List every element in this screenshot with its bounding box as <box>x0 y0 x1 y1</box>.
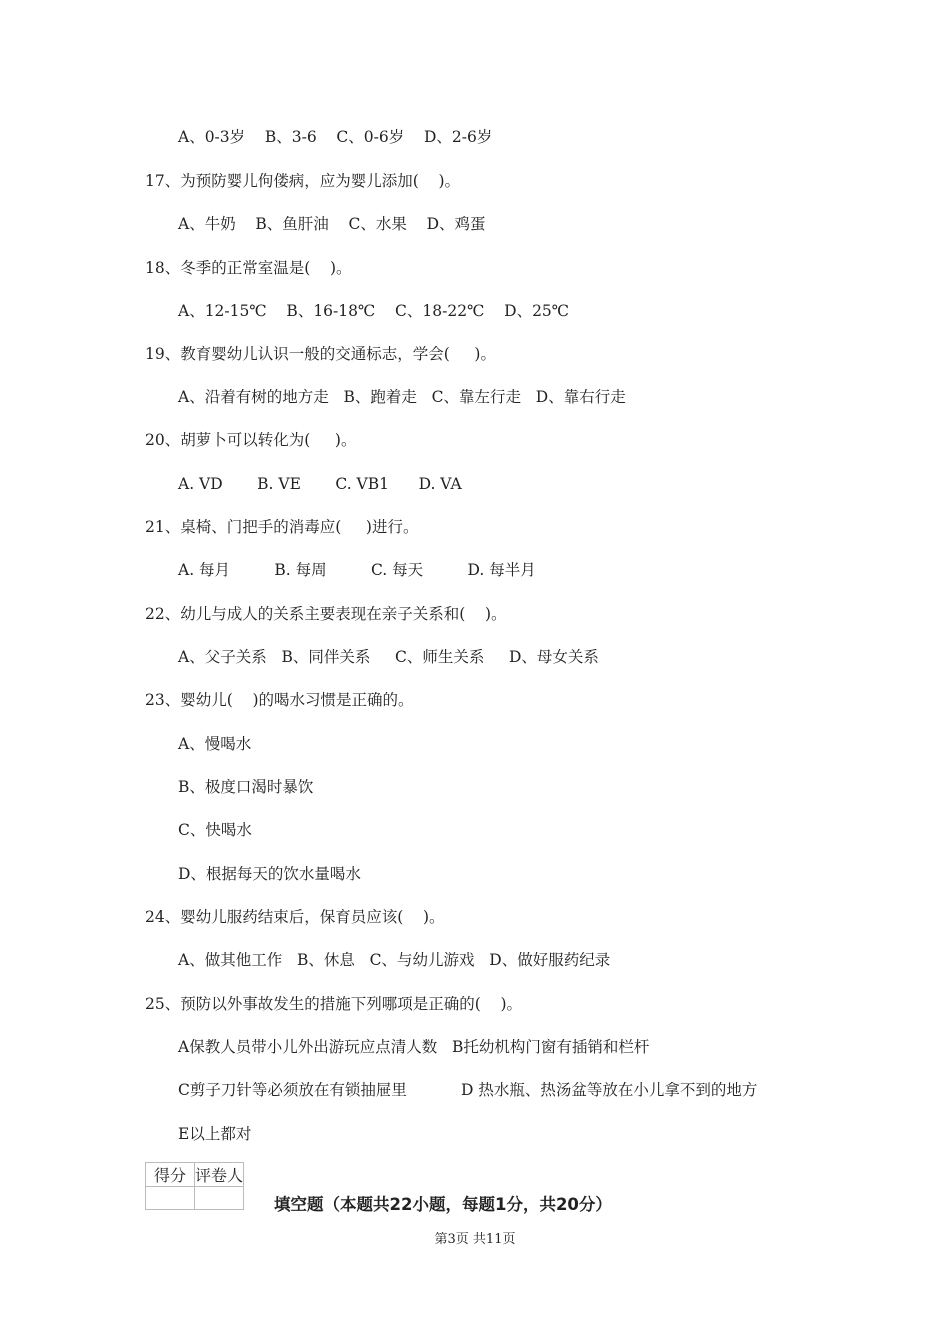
grader-label: 评卷人 <box>195 1163 244 1187</box>
question-text: 21、桌椅、门把手的消毒应( )进行。 <box>145 518 419 536</box>
question-text: 23、婴幼儿( )的喝水习惯是正确的。 <box>145 691 414 709</box>
grader-cell[interactable] <box>195 1187 244 1210</box>
answer-option: E以上都对 <box>178 1125 252 1143</box>
question-text: 22、幼儿与成人的关系主要表现在亲子关系和( )。 <box>145 605 507 623</box>
question-text: 24、婴幼儿服药结束后，保育员应该( )。 <box>145 908 445 926</box>
answer-option: A. VD B. VE C. VB1 D. VA <box>178 475 462 493</box>
score-cell[interactable] <box>146 1187 195 1210</box>
answer-option: A、父子关系 B、同伴关系 C、师生关系 D、母女关系 <box>178 648 599 666</box>
question-text: 17、为预防婴儿佝偻病，应为婴儿添加( )。 <box>145 172 461 190</box>
answer-option: A、做其他工作 B、休息 C、与幼儿游戏 D、做好服药纪录 <box>178 951 611 969</box>
answer-option: A、沿着有树的地方走 B、跑着走 C、靠左行走 D、靠右行走 <box>178 388 626 406</box>
score-box <box>145 1162 244 1210</box>
score-label: 得分 <box>146 1163 195 1187</box>
question-text: 19、教育婴幼儿认识一般的交通标志，学会( )。 <box>145 345 496 363</box>
answer-option: A、慢喝水 <box>178 735 252 753</box>
answer-option: A、12-15℃ B、16-18℃ C、18-22℃ D、25℃ <box>178 302 570 320</box>
section-title: 填空题（本题共22小题，每题1分，共20分） <box>274 1195 612 1214</box>
question-text: 18、冬季的正常室温是( )。 <box>145 259 352 277</box>
answer-option: A. 每月 B. 每周 C. 每天 D. 每半月 <box>178 561 536 579</box>
answer-option: A、0-3岁 B、3-6 C、0-6岁 D、2-6岁 <box>178 128 493 146</box>
answer-option: C、快喝水 <box>178 821 252 839</box>
answer-option: C剪子刀针等必须放在有锁抽屉里 D 热水瓶、热汤盆等放在小儿拿不到的地方 <box>178 1081 758 1099</box>
question-text: 25、预防以外事故发生的措施下列哪项是正确的( )。 <box>145 995 523 1013</box>
answer-option: B、极度口渴时暴饮 <box>178 778 314 796</box>
answer-option: A、牛奶 B、鱼肝油 C、水果 D、鸡蛋 <box>178 215 486 233</box>
page-footer: 第3页 共11页 <box>434 1232 516 1247</box>
answer-option: D、根据每天的饮水量喝水 <box>178 865 361 883</box>
answer-option: A保教人员带小儿外出游玩应点清人数 B托幼机构门窗有插销和栏杆 <box>178 1038 650 1056</box>
question-text: 20、胡萝卜可以转化为( )。 <box>145 431 357 449</box>
